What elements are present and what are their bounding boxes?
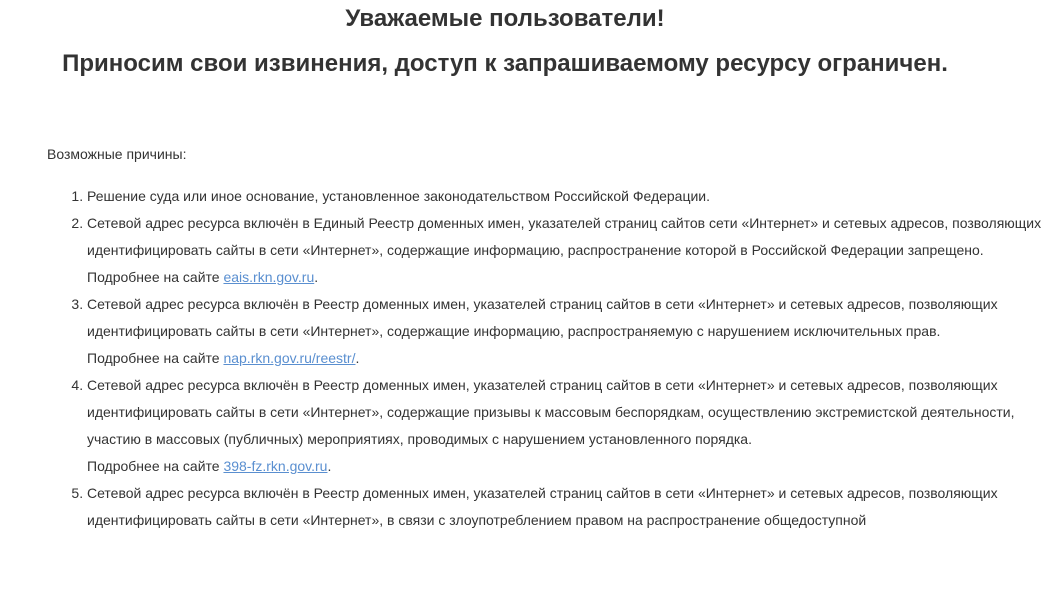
eais-link[interactable]: eais.rkn.gov.ru — [223, 269, 315, 285]
reason-item-3 — [87, 291, 1047, 372]
reasons-list — [47, 183, 1047, 534]
more-info-line — [87, 264, 1047, 291]
more-info-line — [87, 345, 1047, 372]
398fz-link[interactable]: 398-fz.rkn.gov.ru — [223, 458, 328, 474]
reason-item-1 — [87, 183, 1047, 210]
punctuation: . — [355, 350, 360, 366]
reason-text: Сетевой адрес ресурса включён в Реестр доменных имен, указателей страниц сайтов в сети «Интернет» и сетевых адресов, позволяющих идентифицировать сайты в сети «Интернет», содержащие информацию, распространяемую с нарушением исключительных прав. — [87, 296, 998, 339]
more-info-label: Подробнее на сайте — [87, 269, 224, 285]
page-title: Уважаемые пользователи! — [345, 5, 665, 32]
reason-text: Сетевой адрес ресурса включён в Единый Реестр доменных имен, указателей страниц сайтов сети «Интернет» и сетевых адресов, позволяющих идентифицировать сайты в сети «Интернет», содержащие информацию, распространение которой в Российской Федерации запрещено. — [87, 215, 1042, 258]
more-info-label: Подробнее на сайте — [87, 458, 224, 474]
punctuation: . — [314, 269, 319, 285]
page-subtitle: Приносим свои извинения, доступ к запрашиваемому ресурсу ограничен. — [62, 50, 948, 77]
reason-text: Сетевой адрес ресурса включён в Реестр доменных имен, указателей страниц сайтов в сети «Интернет» и сетевых адресов, позволяющих идентифицировать сайты в сети «Интернет», содержащие призывы к массовым беспорядкам, осуществлению экстремистской деятельности, участию в массовых (публичных) мероприятиях, проводимых с нарушением установленного порядка. — [87, 377, 1015, 447]
reason-item-5 — [87, 480, 1047, 534]
reason-text: Сетевой адрес ресурса включён в Реестр доменных имен, указателей страниц сайтов в сети «Интернет» и сетевых адресов, позволяющих идентифицировать сайты в сети «Интернет», в связи с злоупотреблением правом на распространение общедоступной — [87, 485, 998, 528]
reason-text: Решение суда или иное основание, установленное законодательством Российской Федерации. — [87, 188, 711, 204]
more-info-line — [87, 453, 1047, 480]
reason-item-2 — [87, 210, 1047, 291]
reasons-heading: Возможные причины: — [47, 146, 187, 162]
punctuation: . — [327, 458, 332, 474]
reason-item-4 — [87, 372, 1047, 480]
nap-link[interactable]: nap.rkn.gov.ru/reestr/ — [223, 350, 356, 366]
more-info-label: Подробнее на сайте — [87, 350, 224, 366]
